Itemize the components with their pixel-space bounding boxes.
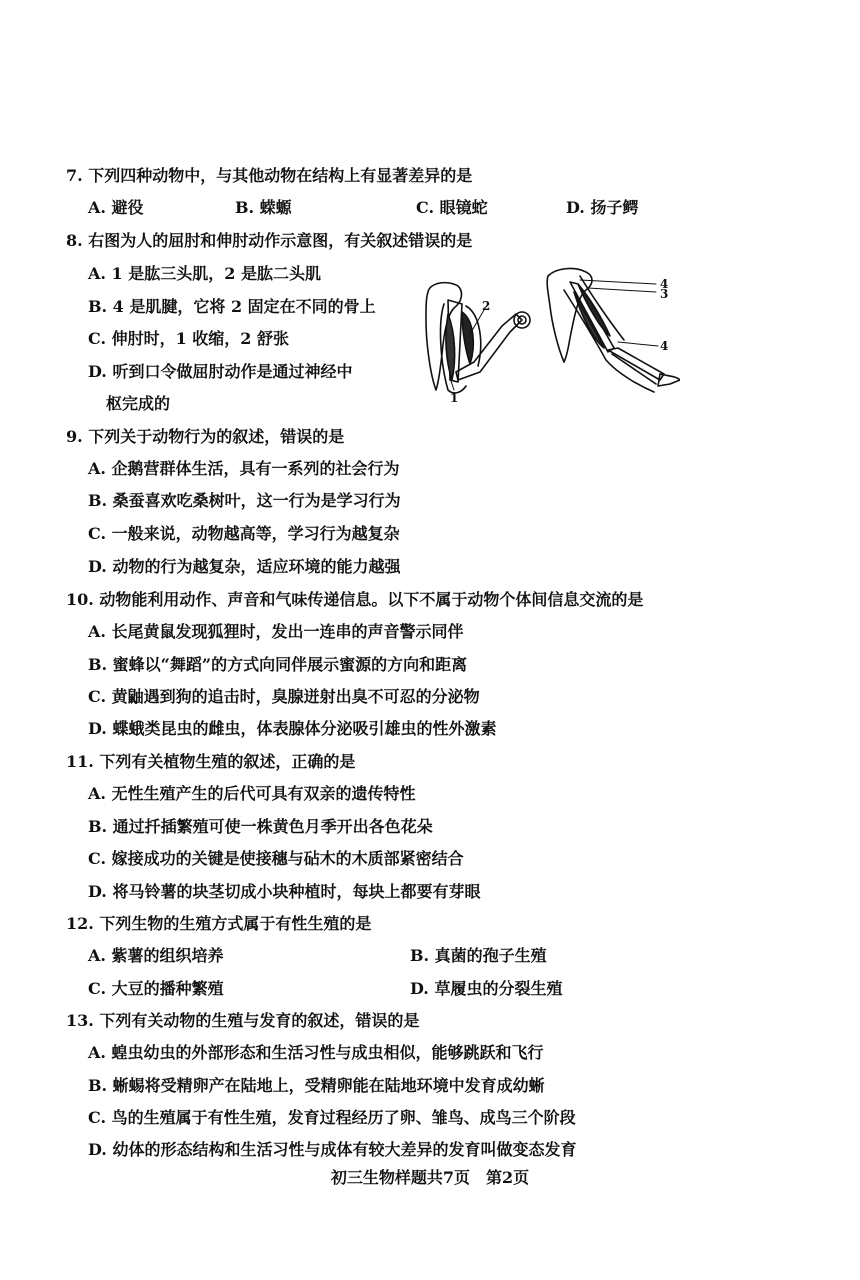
- figure-label-4-top: 4: [660, 277, 669, 291]
- right-forearm: [608, 348, 664, 380]
- q10-option-d[interactable]: D. 蝶蛾类昆虫的雌虫，体表腺体分泌吸引雄虫的性外激素: [88, 719, 497, 738]
- q7-stem: 7. 下列四种动物中，与其他动物在结构上有显著差异的是: [66, 166, 473, 185]
- q13-option-b[interactable]: B. 蜥蜴将受精卵产在陆地上，受精卵能在陆地环境中发育成幼蜥: [88, 1076, 545, 1095]
- q7-option-d[interactable]: D. 扬子鳄: [566, 198, 639, 217]
- left-biceps: [462, 312, 473, 364]
- q13-option-c[interactable]: C. 鸟的生殖属于有性生殖，发育过程经历了卵、雏鸟、成鸟三个阶段: [88, 1108, 576, 1127]
- right-arm-upper-outline: [580, 276, 624, 340]
- q11-option-a[interactable]: A. 无性生殖产生的后代可具有双亲的遗传特性: [88, 784, 416, 803]
- q7-option-c[interactable]: C. 眼镜蛇: [416, 198, 488, 217]
- q7-options: [88, 198, 788, 218]
- right-hand: [658, 374, 680, 386]
- left-triceps: [446, 314, 455, 380]
- q11-option-b[interactable]: B. 通过扦插繁殖可使一株黄色月季开出各色花朵: [88, 817, 433, 836]
- q11-stem: 11. 下列有关植物生殖的叙述，正确的是: [66, 752, 356, 771]
- q13-stem: 13. 下列有关动物的生殖与发育的叙述，错误的是: [66, 1011, 420, 1030]
- q9-option-c[interactable]: C. 一般来说，动物越高等，学习行为越复杂: [88, 524, 400, 543]
- q10-option-b[interactable]: B. 蜜蜂以“舞蹈”的方式向同伴展示蜜源的方向和距离: [88, 655, 468, 674]
- figure-label-1: 1: [450, 391, 459, 405]
- q9-option-d[interactable]: D. 动物的行为越复杂，适应环境的能力越强: [88, 557, 401, 576]
- right-forearm-bone: [612, 354, 656, 384]
- q10-stem: 10. 动物能利用动作、声音和气味传递信息。以下不属于动物个体间信息交流的是: [66, 590, 644, 609]
- q8-option-d[interactable]: D. 听到口令做屈肘动作是通过神经中: [88, 362, 353, 381]
- q8-option-a[interactable]: A. 1 是肱三头肌，2 是肱二头肌: [88, 264, 321, 283]
- q10-option-a[interactable]: A. 长尾黄鼠发现狐狸时，发出一连串的声音警示同伴: [88, 622, 464, 641]
- q7-option-b[interactable]: B. 蝾螈: [235, 198, 292, 217]
- q11-option-c[interactable]: C. 嫁接成功的关键是使接穗与砧木的木质部紧密结合: [88, 849, 464, 868]
- q12-option-d[interactable]: D. 草履虫的分裂生殖: [410, 979, 563, 998]
- q12-option-b[interactable]: B. 真菌的孢子生殖: [410, 946, 547, 965]
- q8-option-c[interactable]: C. 伸肘时，1 收缩，2 舒张: [88, 329, 290, 348]
- q9-option-b[interactable]: B. 桑蚕喜欢吃桑树叶，这一行为是学习行为: [88, 491, 401, 510]
- q9-option-a[interactable]: A. 企鹅营群体生活，具有一系列的社会行为: [88, 459, 400, 478]
- q9-stem: 9. 下列关于动物行为的叙述，错误的是: [66, 427, 345, 446]
- figure-label-2: 2: [482, 299, 491, 313]
- q11-option-d[interactable]: D. 将马铃薯的块茎切成小块种植时，每块上都要有芽眼: [88, 882, 481, 901]
- q12-stem: 12. 下列生物的生殖方式属于有性生殖的是: [66, 914, 372, 933]
- q10-option-c[interactable]: C. 黄鼬遇到狗的追击时，臭腺迸射出臭不可忍的分泌物: [88, 687, 480, 706]
- q8-option-d-cont: 枢完成的: [106, 394, 171, 413]
- figure-label-3: 3: [660, 287, 669, 301]
- q13-option-d[interactable]: D. 幼体的形态结构和生活习性与成体有较大差异的发育叫做变态发育: [88, 1140, 577, 1159]
- q12-option-c[interactable]: C. 大豆的播种繁殖: [88, 979, 224, 998]
- q7-option-a[interactable]: A. 避役: [88, 198, 144, 217]
- figure-label-4-bottom: 4: [660, 339, 669, 353]
- arm-flexion-extension-figure: [418, 262, 680, 418]
- q12-option-a[interactable]: A. 紫薯的组织培养: [88, 946, 224, 965]
- q8-stem: 8. 右图为人的屈肘和伸肘动作示意图，有关叙述错误的是: [66, 231, 473, 250]
- page-footer: 初三生物样题共7页 第2页: [330, 1168, 530, 1187]
- q8-option-b[interactable]: B. 4 是肌腱，它将 2 固定在不同的骨上: [88, 297, 376, 316]
- q13-option-a[interactable]: A. 蝗虫幼虫的外部形态和生活习性与成虫相似，能够跳跃和飞行: [88, 1043, 544, 1062]
